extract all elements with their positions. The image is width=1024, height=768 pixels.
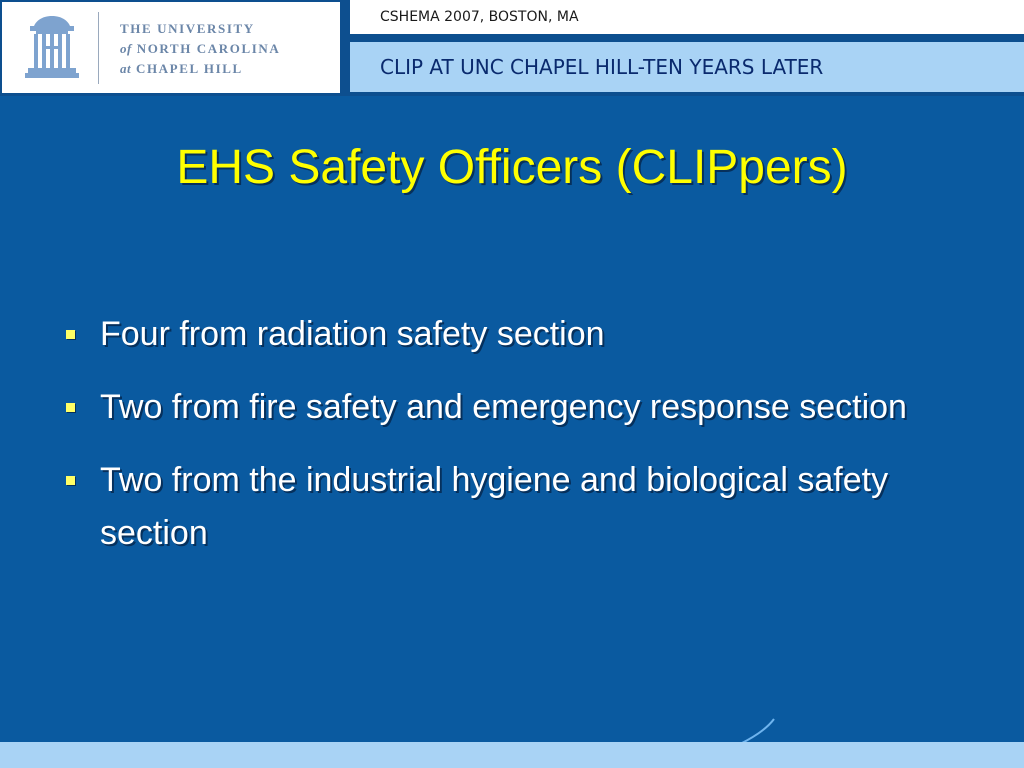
bullet-text: Two from fire safety and emergency response section <box>100 388 907 426</box>
square-bullet-icon <box>66 403 75 412</box>
square-bullet-icon <box>66 476 75 485</box>
slide-title: EHS Safety Officers (CLIPpers) <box>176 141 848 194</box>
logo-divider <box>98 12 99 84</box>
square-bullet-icon <box>66 330 75 339</box>
university-logo <box>2 2 340 93</box>
conference-label: CSHEMA 2007, BOSTON, MA <box>380 9 579 25</box>
logo-line-3: at CHAPEL HILL <box>120 61 243 76</box>
bullet-text: Four from radiation safety section <box>100 315 605 353</box>
bullet-text: Two from the industrial hygiene and biological safety section <box>100 461 889 552</box>
logo-line-1: THE UNIVERSITY <box>120 21 255 36</box>
bullet-list <box>60 308 960 580</box>
bullet-item <box>60 308 960 361</box>
bullet-item <box>60 454 960 560</box>
bullet-item <box>60 381 960 434</box>
old-well-icon <box>22 12 82 82</box>
conference-bar <box>350 0 1024 34</box>
footer-band <box>0 742 1024 768</box>
logo-line-2: of NORTH CAROLINA <box>120 41 281 56</box>
presentation-title: CLIP AT UNC CHAPEL HILL-TEN YEARS LATER <box>380 55 824 79</box>
university-wordmark <box>120 19 280 79</box>
presentation-title-bar <box>350 42 1024 92</box>
